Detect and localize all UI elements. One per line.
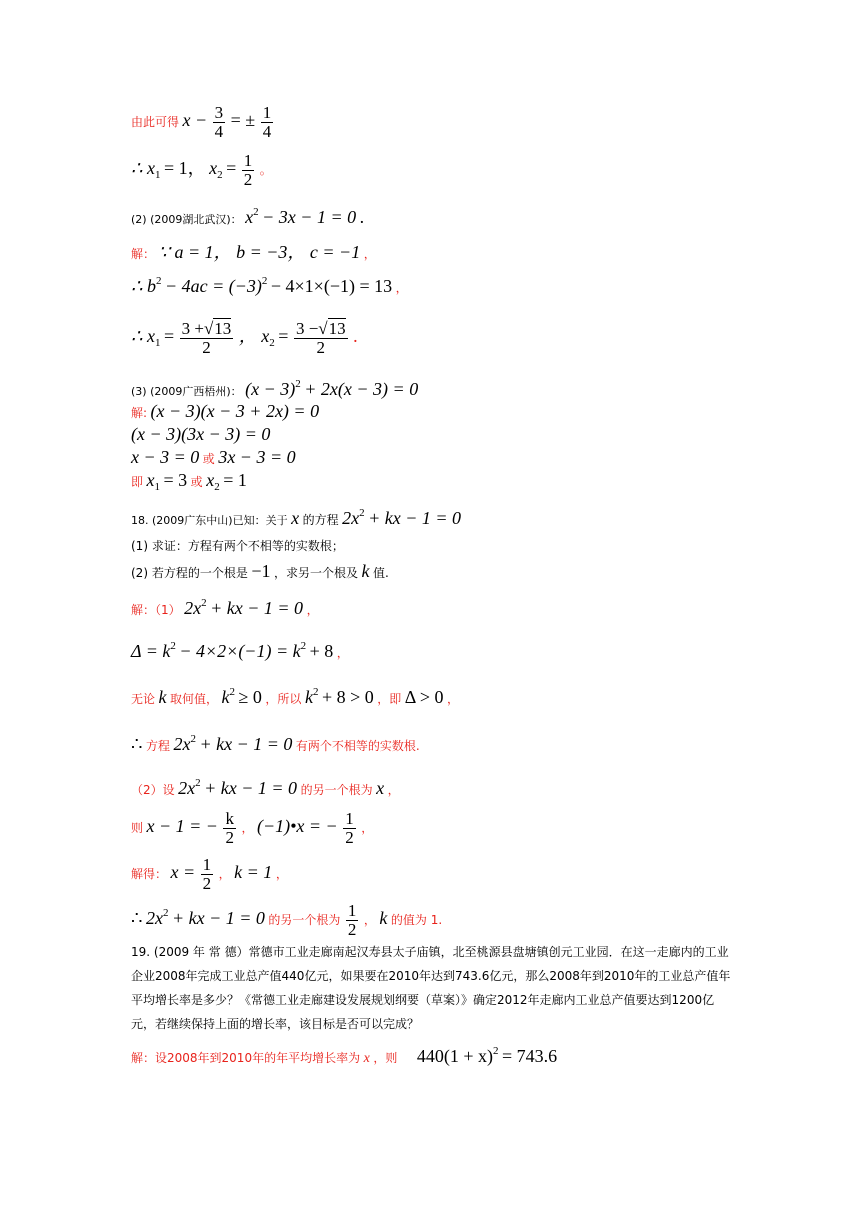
solution-line-8: 解: (x − 3)(x − 3 + 2x) = 0 xyxy=(131,401,320,421)
solution-line-5: ∴ $b^2 - 4ac = (-3)^2 - 4\times 1\times(-1) = 13$ ， xyxy=(131,275,408,296)
fraction: $\frac{1}{2}$ xyxy=(243,151,253,189)
fraction: $\frac{1}{2}$ xyxy=(347,901,357,939)
solution-line-21: 解得： x = $\frac{1}{2}$ ， k = 1 ， xyxy=(131,855,288,893)
solution-line-22: ∴ $2x^2$ + kx − 1 = 0 的另一个根为 $\frac{1}{2}$ ， k 的值为 1. xyxy=(131,901,443,939)
fraction: $\frac{3 -√13}{2}$ xyxy=(295,319,346,357)
sqrt-icon: √ xyxy=(203,319,214,338)
solution-line-2: ∴ $x_1 = 1$， $x_2$ = $\frac{1}{2}$ 。 xyxy=(131,151,272,189)
solution-line-20: 则 x − 1 = − $\frac{k}{2}$ ， (−1)•x = − $\frac{1}{2}$ ， xyxy=(131,809,374,847)
text-label: 由此可得 xyxy=(131,114,180,129)
problem-3-line: (3) (2009广西梧州)： $(x - 3)^2 + 2x(x - 3) = 0$ xyxy=(131,378,419,399)
problem-18-part-2: (2) 若方程的一个根是 −1 ，求另一个根及 k 值. xyxy=(131,561,389,581)
fraction: $\frac{1}{2}$ xyxy=(202,855,212,893)
solution-line-6: ∴ $x_1$ = $\frac{3 +√13}{2}$ ， $x_2$ = $\frac{3 -√13}{2}$ . xyxy=(131,319,358,357)
fraction: $\frac{k}{2}$ xyxy=(225,809,234,847)
sqrt-icon: √ xyxy=(318,319,328,338)
fraction: $\frac{1}{2}$ xyxy=(345,809,354,847)
solution-line-15: 解：（1） $2x^2$ + kx − 1 = 0 ， xyxy=(131,597,319,618)
solution-line-4: 解： ∵ a = 1， b = −3， c = −1 ， xyxy=(131,242,376,262)
solution-line-1: 由此可得 x − $\frac{3}{4}$ = ± $\frac{1}{4}$ xyxy=(131,103,272,141)
problem-18-part-1: (1) 求证：方程有两个不相等的实数根； xyxy=(131,539,344,553)
problem-19-paragraph: 19. (2009 年 常 德）常德市工业走廊南起汉寿县太子庙镇，北至桃源县盘塘镇创元工业园．在这一走廊内的工业企业2008年完成工业总产值440亿元，如果要在2010年达到743.6亿元，那么2008年到2010年的工业总产值年平均增长率是多少？《常德工业走廊建设发展规划纲要（草案）》确定2012年走廊内工业总产值要达到1200亿元，若继续保持上面的增长率，该目标是否可以完成？ xyxy=(131,945,731,1031)
solution-line-17: 无论 k 取何值， $k^2 \ge 0$ ，所以 $k^2 + 8 > 0$ ，即 Δ > 0 ， xyxy=(131,686,460,707)
solution-line-19: （2）设 $2x^2$ + kx − 1 = 0 的另一个根为 x ， xyxy=(131,777,400,798)
solution-line-11: 即 $x_1 = 3$ 或 $x_2 = 1$ xyxy=(131,470,247,493)
fraction: $\frac{1}{4}$ xyxy=(262,103,272,141)
solution-line-16: $\Delta = k^2 - 4\times 2\times(-1) = k^2 + 8$ ， xyxy=(131,640,349,661)
solution-line-18: ∴ 方程 $2x^2$ + kx − 1 = 0 有两个不相等的实数根. xyxy=(131,733,420,754)
problem-2-line: (2) (2009湖北武汉)： $x^2 - 3x - 1 = 0$ . xyxy=(131,206,365,227)
solution-line-9: (x − 3)(3x − 3) = 0 xyxy=(131,424,271,444)
problem-18-line: 18. (2009广东中山)已知：关于 x 的方程 $2x^2$ + kx − 1 = 0 xyxy=(131,507,462,528)
solution-line-23: 解：设2008年到2010年的年平均增长率为 x ，则 $440(1 + x)^2 = 743.6$ xyxy=(131,1045,558,1066)
fraction: $\frac{3}{4}$ xyxy=(214,103,224,141)
solution-line-10: x − 3 = 0 或 3x − 3 = 0 xyxy=(131,447,296,467)
fraction: $\frac{3 +√13}{2}$ xyxy=(181,319,232,357)
